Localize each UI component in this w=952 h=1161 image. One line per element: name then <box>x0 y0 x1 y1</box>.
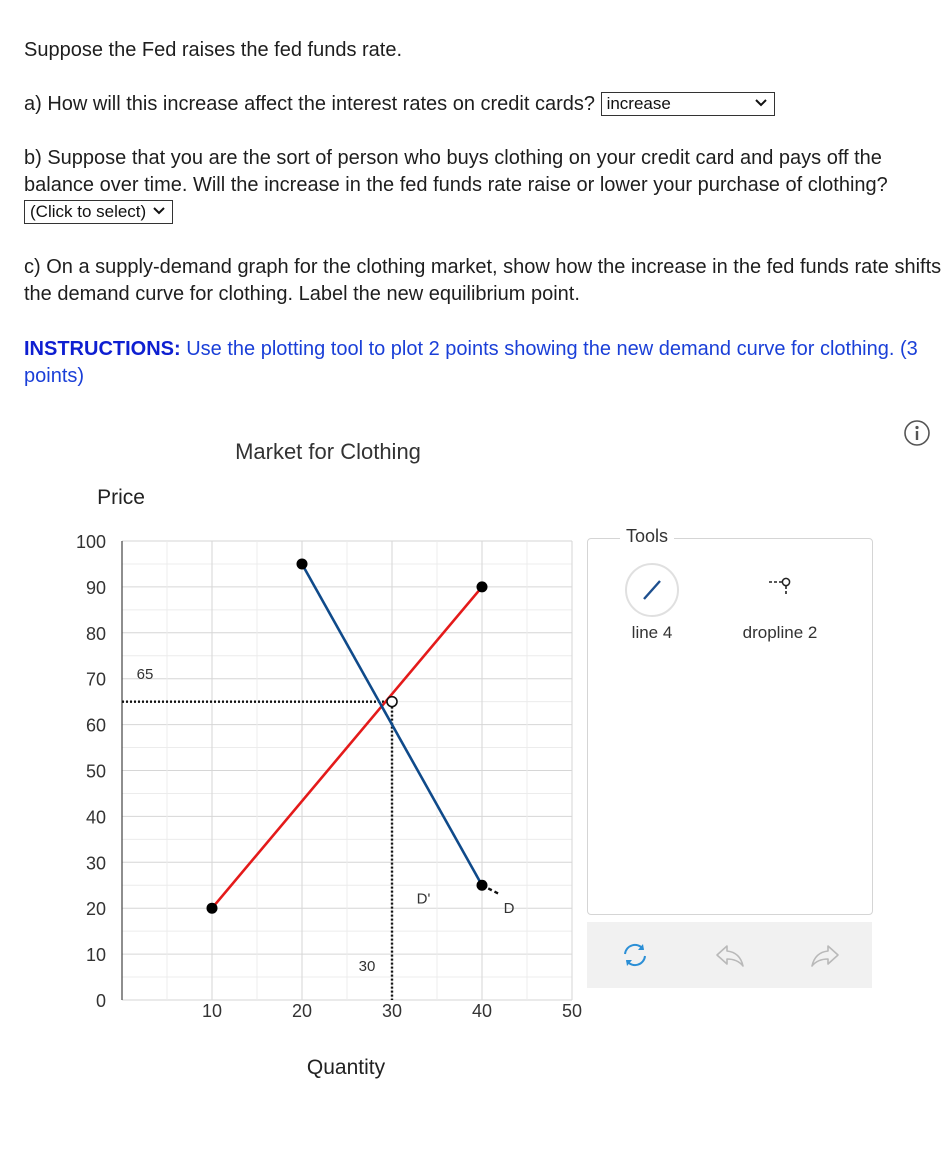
y-tick-label: 20 <box>85 899 106 920</box>
part-a-text: a) How will this increase affect the interest rates on credit cards? <box>24 93 595 115</box>
y-tick-label: 60 <box>85 715 106 736</box>
supply-demand-graph[interactable] <box>0 420 590 1100</box>
instructions <box>24 336 944 390</box>
curve-label: D <box>503 899 515 917</box>
part-b <box>24 145 949 226</box>
y-tick-label: 40 <box>85 807 106 828</box>
plot-layer[interactable] <box>122 558 515 1000</box>
tool-dropline[interactable] <box>730 563 830 643</box>
instructions-text: Use the plotting tool to plot 2 points showing the new demand curve for clothing. (3 points) <box>24 338 918 387</box>
y-tick-label: 70 <box>85 669 106 690</box>
y-axis-title: Price <box>97 486 145 509</box>
x-tick-label: 30 <box>381 1001 403 1021</box>
dropline-tool-icon <box>755 565 805 615</box>
dropline-tool-label: dropline 2 <box>742 623 818 642</box>
part-b-text: b) Suppose that you are the sort of person who buys clothing on your credit card and pays off the balance over time. Will the increase in the fed funds rate raise or lower your purchase of clothing? <box>24 147 888 196</box>
part-c-text: c) On a supply-demand graph for the clothing market, show how the increase in the fed funds rate shifts the demand curve for clothing. Label the new equilibrium point. <box>24 256 942 305</box>
curve-point[interactable] <box>477 581 488 592</box>
y-tick-label: 90 <box>85 577 106 598</box>
y-tick-label: 100 <box>75 532 106 552</box>
x-tick-label: 20 <box>291 1001 313 1021</box>
equilibrium-point[interactable] <box>387 697 397 707</box>
curve-point[interactable] <box>477 880 488 891</box>
tools-title: Tools <box>620 526 674 547</box>
axis-ticks <box>76 532 582 1021</box>
part-a-select[interactable] <box>601 92 775 116</box>
y-tick-label: 80 <box>85 623 106 644</box>
undo-icon[interactable] <box>714 940 746 970</box>
y-tick-label: 10 <box>85 945 106 966</box>
y-tick-label: 50 <box>85 761 106 782</box>
action-bar <box>587 922 872 988</box>
x-tick-label: 40 <box>471 1001 493 1021</box>
part-a <box>24 91 949 118</box>
curve-point[interactable] <box>297 558 308 569</box>
chevron-down-icon <box>754 95 768 111</box>
reset-icon[interactable] <box>619 940 651 970</box>
part-a-selected-value: increase <box>606 94 671 113</box>
line-tool-button[interactable] <box>625 563 679 617</box>
info-icon[interactable] <box>903 419 931 447</box>
x-tick-label: 50 <box>561 1001 583 1021</box>
tool-line[interactable] <box>620 563 684 643</box>
y-tick-label: 0 <box>95 991 106 1011</box>
line-tool-label: line 4 <box>631 623 673 642</box>
x-axis-title: Quantity <box>306 1056 386 1079</box>
curve-label: D' <box>416 890 431 908</box>
question-intro: Suppose the Fed raises the fed funds rate. <box>24 39 403 61</box>
equilibrium-quantity-label: 30 <box>358 958 376 975</box>
part-b-selected-value: (Click to select) <box>30 202 147 221</box>
x-tick-label: 10 <box>201 1001 223 1021</box>
chevron-down-icon <box>152 203 166 219</box>
equilibrium-price-label: 65 <box>136 666 154 683</box>
chart-title: Market for Clothing <box>235 439 421 464</box>
line-tool-icon <box>627 565 677 615</box>
dropline-tool-button[interactable] <box>753 563 807 617</box>
redo-icon[interactable] <box>809 940 841 970</box>
grid <box>122 541 572 1000</box>
instructions-label: INSTRUCTIONS: <box>24 338 181 360</box>
curve-point[interactable] <box>207 903 218 914</box>
y-tick-label: 30 <box>85 853 106 874</box>
part-b-select[interactable] <box>24 200 173 224</box>
